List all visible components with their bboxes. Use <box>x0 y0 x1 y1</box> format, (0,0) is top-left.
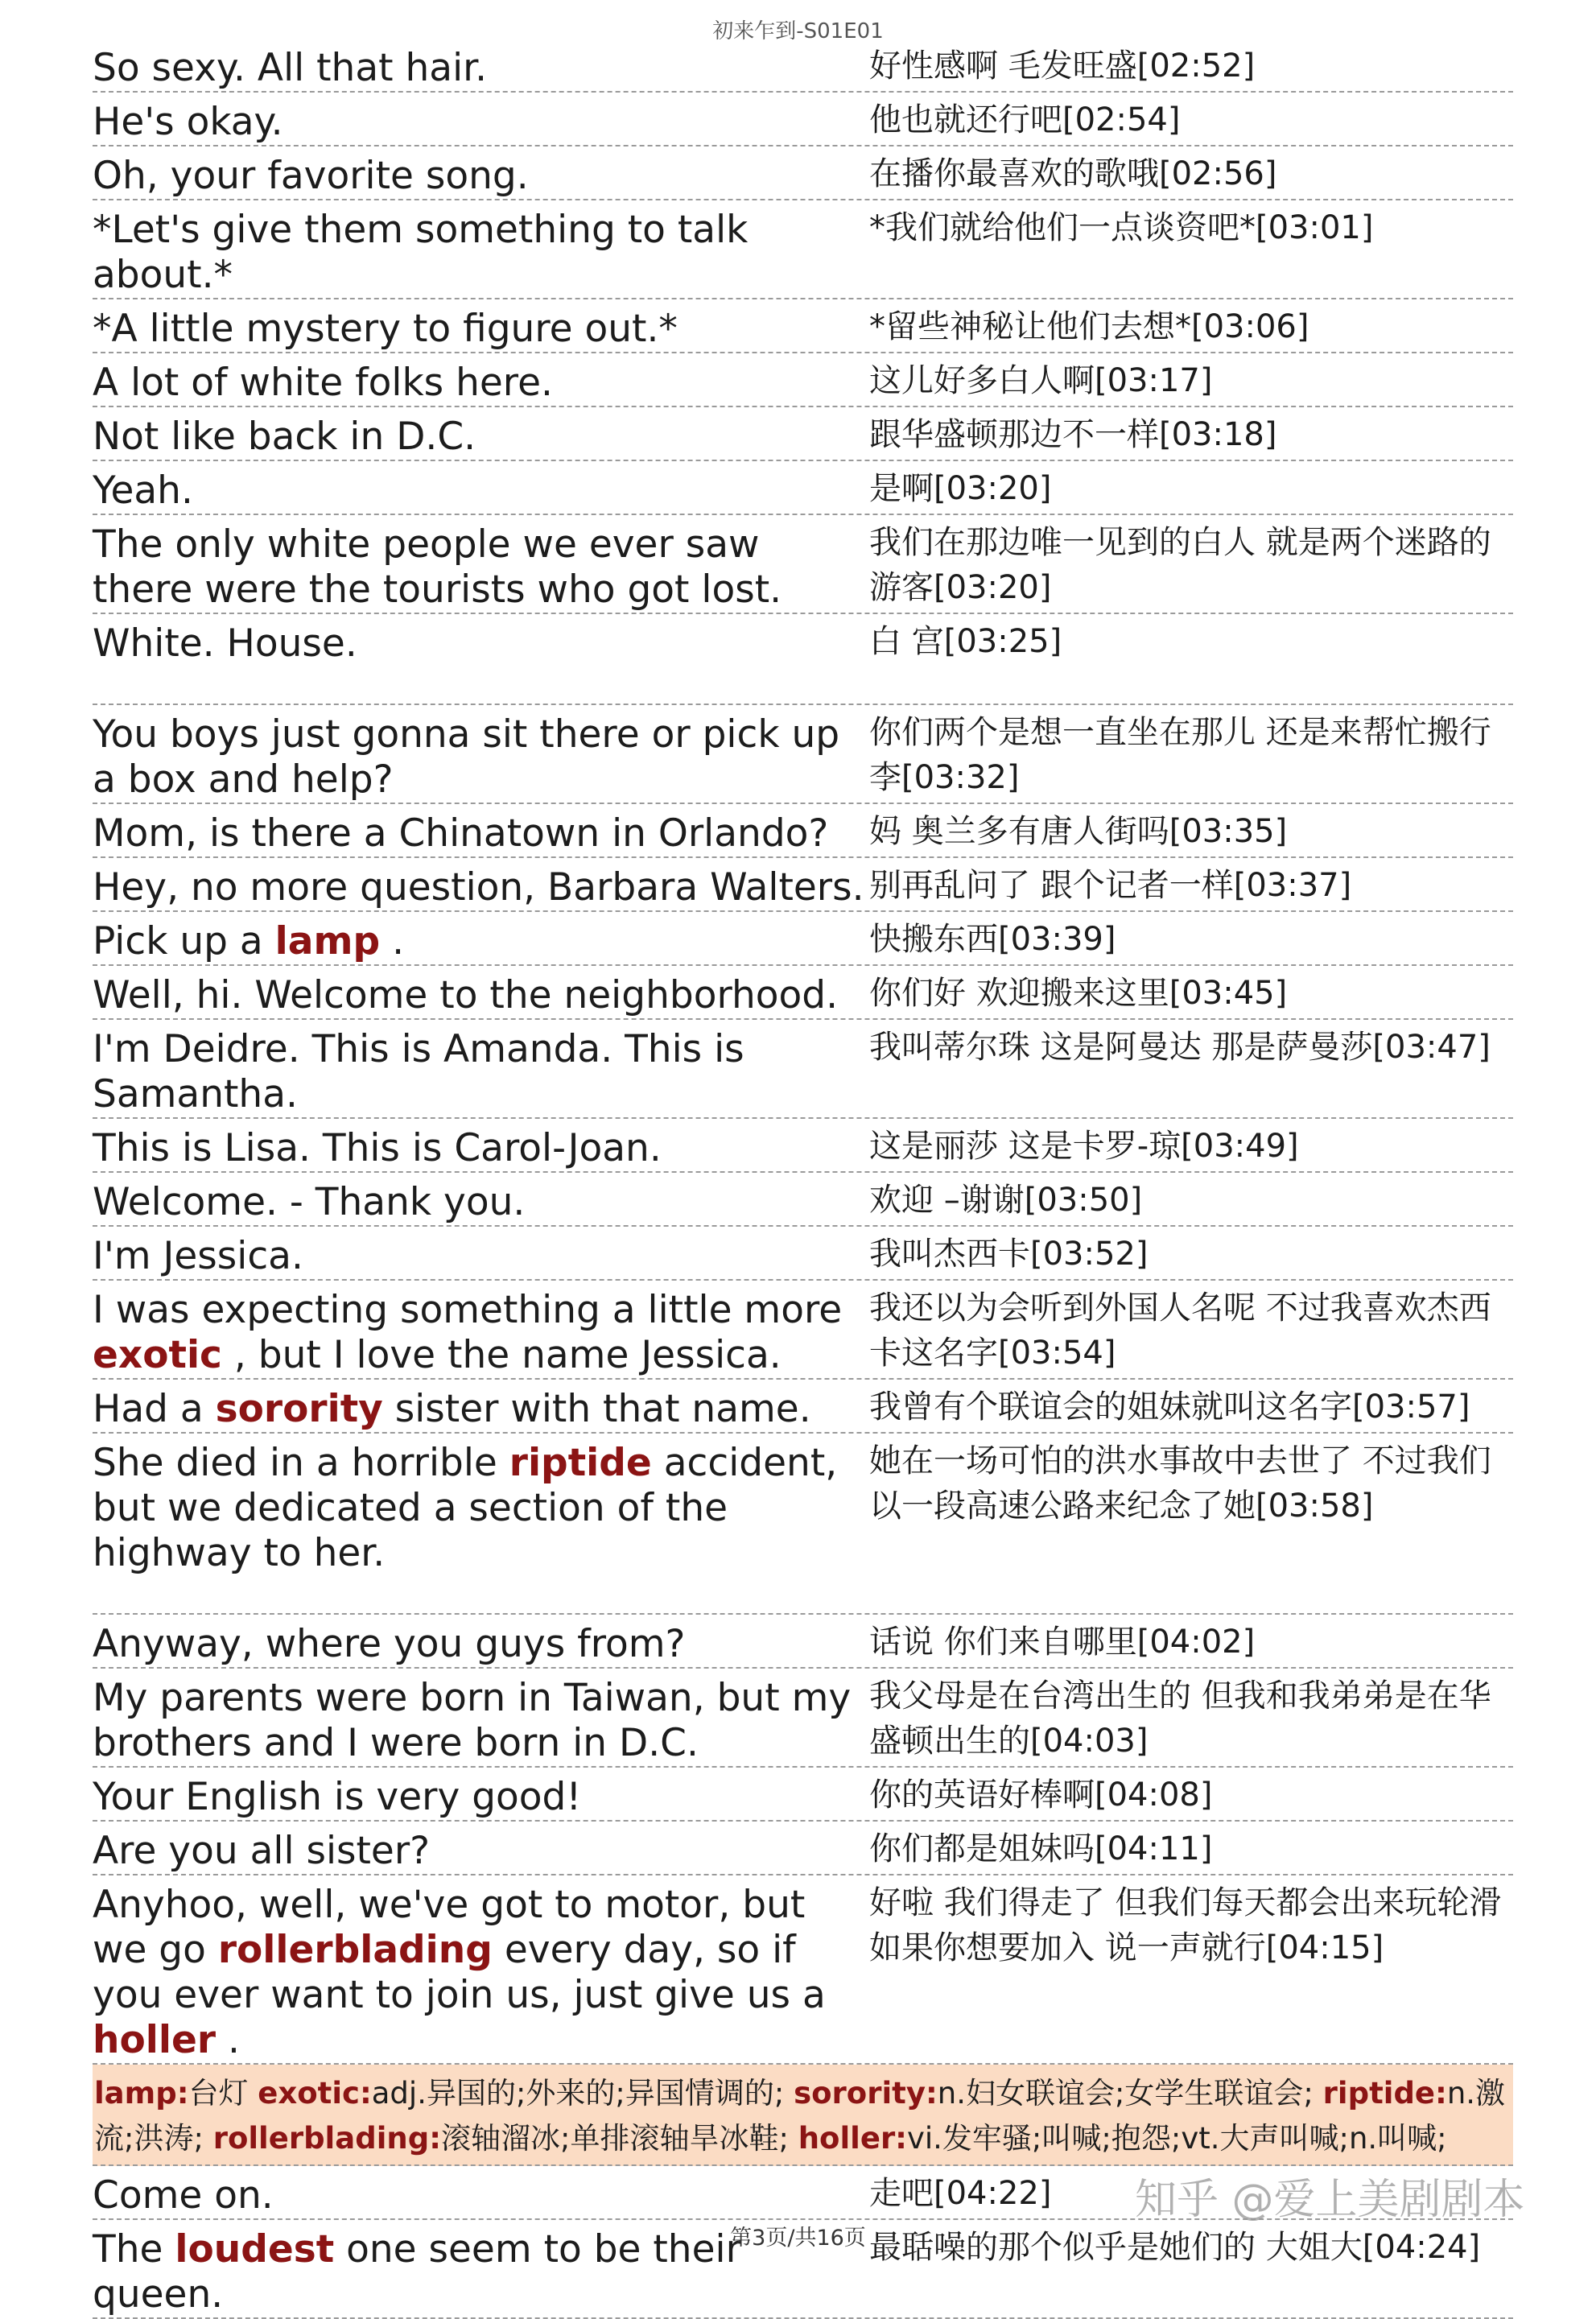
english-text: He's okay. <box>93 100 283 144</box>
english-text: Had a <box>93 1387 216 1431</box>
subtitle-row <box>93 1768 1513 1822</box>
chinese-line: 白 宫[03:25] <box>869 623 1062 660</box>
chinese-line: 在播你最喜欢的歌哦[02:56] <box>869 155 1277 192</box>
english-line <box>93 93 869 145</box>
english-line <box>93 1281 869 1378</box>
vocab-word: riptide <box>509 1441 652 1485</box>
english-text: one seem to be their queen. <box>93 2227 741 2317</box>
vocab-box <box>93 2065 1513 2166</box>
english-text: I was expecting something a little more <box>93 1288 843 1332</box>
chinese-line: 别再乱问了 跟个记者一样[03:37] <box>869 867 1352 904</box>
vocab-definition: 台灯 <box>188 2076 258 2111</box>
vocab-definition: 滚轴溜冰;单排滚轴旱冰鞋; <box>441 2121 798 2156</box>
subtitle-row <box>93 1227 1513 1281</box>
subtitle-row <box>93 461 1513 515</box>
english-text: Your English is very good! <box>93 1775 582 1819</box>
english-line <box>93 614 869 704</box>
english-text: The <box>93 2227 175 2272</box>
vocab-word: sorority <box>215 1387 383 1431</box>
english-line <box>93 2166 869 2218</box>
english-line <box>93 912 869 964</box>
vocab-word: loudest <box>175 2227 335 2272</box>
chinese-line: 我叫蒂尔珠 这是阿曼达 那是萨曼莎[03:47] <box>869 1029 1491 1066</box>
document-header: 初来乍到-S01E01 <box>712 19 884 43</box>
english-text: I'm Jessica. <box>93 1234 303 1278</box>
english-text: The only white people we ever saw there were the tourists who got lost. <box>93 522 782 612</box>
chinese-line: 好啦 我们得走了 但我们每天都会出来玩轮滑 如果你想要加入 说一声就行[04:15] <box>869 1884 1502 1966</box>
chinese-line: 妈 奥兰多有唐人街吗[03:35] <box>869 813 1288 850</box>
chinese-line: 这儿好多白人啊[03:17] <box>869 362 1213 399</box>
english-line <box>93 200 869 298</box>
english-text: Come on. <box>93 2173 274 2218</box>
chinese-line: 我叫杰西卡[03:52] <box>869 1236 1149 1273</box>
subtitle-row <box>93 1434 1513 1615</box>
subtitle-row <box>93 966 1513 1020</box>
english-line <box>93 1822 869 1874</box>
chinese-line: 他也就还行吧[02:54] <box>869 101 1181 138</box>
subtitle-row <box>93 1822 1513 1875</box>
subtitle-row <box>93 1875 1513 2065</box>
subtitle-row <box>93 858 1513 912</box>
subtitle-row <box>93 614 1513 705</box>
english-text: accident, but we dedicated a section of the highway to her. <box>93 1441 838 1575</box>
english-line <box>93 705 869 803</box>
watermark: 知乎 @爱上美剧剧本 <box>1135 2176 1525 2224</box>
chinese-line: 话说 你们来自哪里[04:02] <box>869 1624 1256 1661</box>
chinese-line: 好性感啊 毛发旺盛[02:52] <box>869 47 1256 85</box>
english-text: Welcome. - Thank you. <box>93 1180 526 1224</box>
english-text: You boys just gonna sit there or pick up a box and help? <box>93 712 840 802</box>
english-text: . <box>380 919 405 963</box>
english-line <box>93 1173 869 1225</box>
english-text: Yeah. <box>93 468 193 513</box>
english-text: White. House. <box>93 621 357 666</box>
chinese-line: *留些神秘让他们去想*[03:06] <box>869 308 1309 345</box>
subtitle-row <box>93 1020 1513 1119</box>
english-text: This is Lisa. This is Carol-Joan. <box>93 1126 662 1170</box>
english-line <box>93 1380 869 1432</box>
vocab-word: rollerblading <box>217 1928 493 1972</box>
subtitle-row <box>93 912 1513 966</box>
vocab-definition: n.激流;洪涛; <box>94 2076 1506 2156</box>
english-text: A lot of white folks here. <box>93 361 553 405</box>
english-text: Hey, no more question, Barbara Walters. <box>93 865 864 910</box>
vocab-word: holler <box>93 2018 217 2062</box>
english-line <box>93 1615 869 1667</box>
english-line <box>93 1669 869 1766</box>
chinese-line: 跟华盛顿那边不一样[03:18] <box>869 416 1277 453</box>
chinese-line: 你们都是姐妹吗[04:11] <box>869 1830 1213 1867</box>
subtitle-row <box>93 146 1513 200</box>
english-text: *A little mystery to figure out.* <box>93 307 678 351</box>
chinese-line: 我曾有个联谊会的姐妹就叫这名字[03:57] <box>869 1389 1470 1426</box>
chinese-line: 你们两个是想一直坐在那儿 还是来帮忙搬行李[03:32] <box>869 714 1491 796</box>
vocab-term: holler: <box>798 2121 907 2156</box>
english-text: every day, so if you ever want to join us, just give us a <box>93 1928 826 2017</box>
english-text: Are you all sister? <box>93 1829 431 1873</box>
english-line <box>93 1119 869 1171</box>
subtitle-row <box>93 1380 1513 1434</box>
english-line <box>93 1875 869 2063</box>
english-line <box>93 804 869 856</box>
page-footer: 第3页/共16页 <box>730 2226 866 2251</box>
english-line <box>93 353 869 406</box>
english-text: *Let's give them something to talk about.* <box>93 208 749 297</box>
english-text: Anyhoo, well, we've got to motor, but we go <box>93 1883 806 1972</box>
english-line <box>93 39 869 91</box>
english-line <box>93 1227 869 1279</box>
english-line <box>93 407 869 460</box>
english-line <box>93 515 869 613</box>
subtitle-row <box>93 705 1513 804</box>
subtitle-row <box>93 299 1513 353</box>
chinese-line: 欢迎 –谢谢[03:50] <box>869 1182 1143 1219</box>
english-line <box>93 1434 869 1613</box>
vocab-definition: n.妇女联谊会;女学生联谊会; <box>937 2076 1323 2111</box>
subtitle-table <box>93 39 1513 2319</box>
subtitle-row <box>93 1281 1513 1380</box>
chinese-line: 她在一场可怕的洪水事故中去世了 不过我们以一段高速公路来纪念了她[03:58] <box>869 1442 1491 1525</box>
vocab-definition: adj.异国的;外来的;异国情调的; <box>371 2076 794 2111</box>
subtitle-row <box>93 804 1513 858</box>
chinese-line: 快搬东西[03:39] <box>869 921 1116 958</box>
english-text: Well, hi. Welcome to the neighborhood. <box>93 973 839 1017</box>
english-text: Mom, is there a Chinatown in Orlando? <box>93 811 829 856</box>
vocab-term: lamp: <box>94 2076 189 2111</box>
english-text: , but I love the name Jessica. <box>221 1333 782 1377</box>
english-text: Oh, your favorite song. <box>93 154 529 198</box>
chinese-line: 我父母是在台湾出生的 但我和我弟弟是在华盛顿出生的[04:03] <box>869 1677 1491 1760</box>
chinese-line: 这是丽莎 这是卡罗-琼[03:49] <box>869 1128 1299 1165</box>
subtitle-row <box>93 407 1513 461</box>
english-text: My parents were born in Taiwan, but my brothers and I were born in D.C. <box>93 1676 852 1765</box>
chinese-line: 我们在那边唯一见到的白人 就是两个迷路的游客[03:20] <box>869 524 1491 606</box>
chinese-line: 是啊[03:20] <box>869 470 1052 507</box>
subtitle-row <box>93 353 1513 407</box>
subtitle-row <box>93 1119 1513 1173</box>
subtitle-row <box>93 200 1513 299</box>
english-text: Pick up a <box>93 919 275 963</box>
english-line <box>93 1768 869 1820</box>
english-text: I'm Deidre. This is Amanda. This is Samantha. <box>93 1027 744 1116</box>
english-text: . <box>216 2018 240 2062</box>
chinese-line: 你们好 欢迎搬来这里[03:45] <box>869 975 1288 1012</box>
english-line <box>93 299 869 352</box>
chinese-line: *我们就给他们一点谈资吧*[03:01] <box>869 209 1374 246</box>
chinese-line: 最聒噪的那个似乎是她们的 大姐大[04:24] <box>869 2229 1481 2266</box>
english-line <box>93 966 869 1018</box>
english-line <box>93 146 869 199</box>
english-text: sister with that name. <box>382 1387 811 1431</box>
subtitle-row <box>93 1669 1513 1768</box>
english-text: So sexy. All that hair. <box>93 46 488 90</box>
subtitle-row <box>93 39 1513 93</box>
chinese-line: 走吧[04:22] <box>869 2175 1052 2212</box>
subtitle-row <box>93 1173 1513 1227</box>
vocab-word: lamp <box>274 919 381 963</box>
subtitle-row <box>93 1615 1513 1669</box>
vocab-word: exotic <box>93 1333 222 1377</box>
english-text: Anyway, where you guys from? <box>93 1622 686 1666</box>
chinese-line: 我还以为会听到外国人名呢 不过我喜欢杰西卡这名字[03:54] <box>869 1289 1491 1372</box>
subtitle-row <box>93 93 1513 146</box>
subtitle-row <box>93 515 1513 614</box>
english-line <box>93 1020 869 1117</box>
vocab-term: sorority: <box>794 2076 938 2111</box>
vocab-definition: vi.发牢骚;叫喊;抱怨;vt.大声叫喊;n.叫喊; <box>906 2121 1447 2156</box>
english-line <box>93 461 869 514</box>
vocab-term: exotic: <box>258 2076 372 2111</box>
chinese-line: 你的英语好棒啊[04:08] <box>869 1776 1213 1814</box>
english-text: She died in a horrible <box>93 1441 509 1485</box>
vocab-term: riptide: <box>1322 2076 1447 2111</box>
vocab-term: rollerblading: <box>212 2121 442 2156</box>
english-text: Not like back in D.C. <box>93 415 476 459</box>
english-line <box>93 858 869 910</box>
